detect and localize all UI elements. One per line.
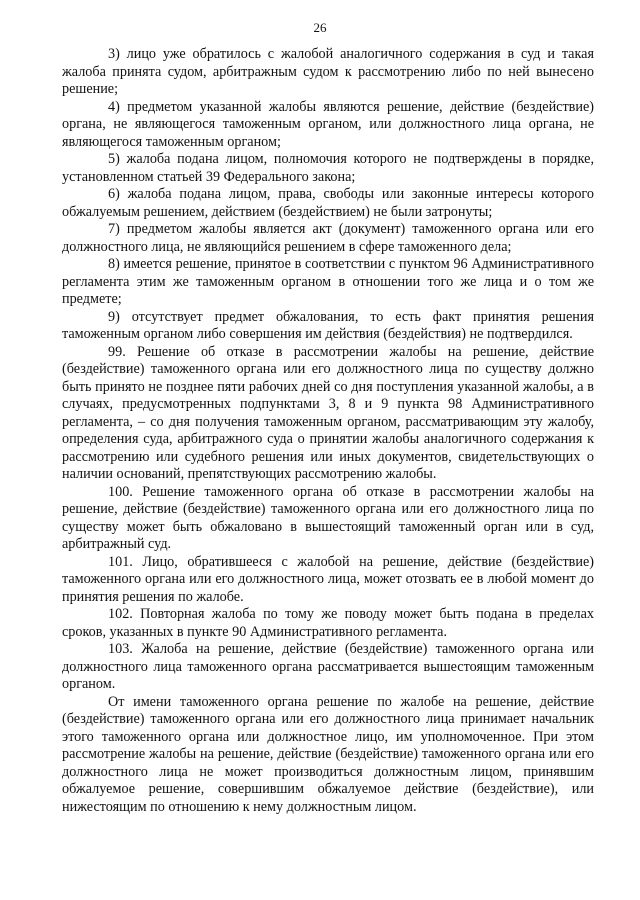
paragraph-101: 101. Лицо, обратившееся с жалобой на решение, действие (бездействие) таможенного органа или его должностного лица, может отозвать ее в любой момент до принятия решения по жалобе. xyxy=(62,553,594,605)
paragraph-103: 103. Жалоба на решение, действие (бездействие) таможенного органа или должностного лица таможенного органа рассматривается вышестоящим таможенным органом. xyxy=(62,641,594,692)
paragraph-item-5: 5) жалоба подана лицом, полномочия которого не подтверждены в порядке, установленном статьей 39 Федерального закона; xyxy=(62,151,594,185)
paragraph-103-continuation: От имени таможенного органа решение по жалобе на решение, действие (бездействие) таможенного органа или его должностного лица принимает начальник этого таможенного органа или должностное лицо, им уполномоченное. При этом рассмотрение жалобы на решение, действие (бездействие) таможенного органа или его должностного лица не может производиться должностным лицом, принявшим обжалуемое решение, совершившим обжалуемое действие (бездействие), или нижестоящим по отношению к нему должностным лицом. xyxy=(62,693,594,815)
paragraph-item-3: 3) лицо уже обратилось с жалобой аналогичного содержания в суд и такая жалоба принята судом, арбитражным судом к рассмотрению либо по ней вынесено решение; xyxy=(62,46,594,97)
paragraph-item-6: 6) жалоба подана лицом, права, свободы или законные интересы которого обжалуемым решением, действием (бездействием) не были затронуты; xyxy=(62,186,594,220)
paragraph-item-9: 9) отсутствует предмет обжалования, то есть факт принятия решения таможенным органом либо совершения им действия (бездействия) не подтвердился. xyxy=(62,308,594,342)
paragraph-item-8: 8) имеется решение, принятое в соответствии с пунктом 96 Административного регламента этим же таможенным органом в отношении того же лица и о том же предмете; xyxy=(62,256,594,307)
page-number: 26 xyxy=(313,20,327,35)
document-body xyxy=(62,46,594,816)
paragraph-100: 100. Решение таможенного органа об отказе в рассмотрении жалобы на решение, действие (бездействие) таможенного органа или его должностного лица по существу может быть обжаловано в вышестоящий таможенный орган или в суд, арбитражный суд. xyxy=(62,483,594,552)
paragraph-102: 102. Повторная жалоба по тому же поводу может быть подана в пределах сроков, указанных в пункте 90 Административного регламента. xyxy=(62,606,594,640)
paragraph-99: 99. Решение об отказе в рассмотрении жалобы на решение, действие (бездействие) таможенного органа или его должностного лица по существу должно быть принято не позднее пяти рабочих дней со дня поступления указанной жалобы, а в случаях, предусмотренных подпунктами 3, 8 и 9 пункта 98 Административного регламента, – со дня получения таможенным органом, рассматривающим эту жалобу, определения суда, арбитражного суда о принятии жалобы аналогичного содержания к рассмотрению или судебного решения или иных документов, свидетельствующих о наличии оснований, препятствующих рассмотрению жалобы. xyxy=(62,343,594,482)
paragraph-item-7: 7) предметом жалобы является акт (документ) таможенного органа или его должностного лица, не являющийся решением в сфере таможенного дела; xyxy=(62,221,594,255)
paragraph-item-4: 4) предметом указанной жалобы являются решение, действие (бездействие) органа, не являющегося таможенным органом, или должностного лица органа, не являющегося таможенным органом; xyxy=(62,98,594,150)
